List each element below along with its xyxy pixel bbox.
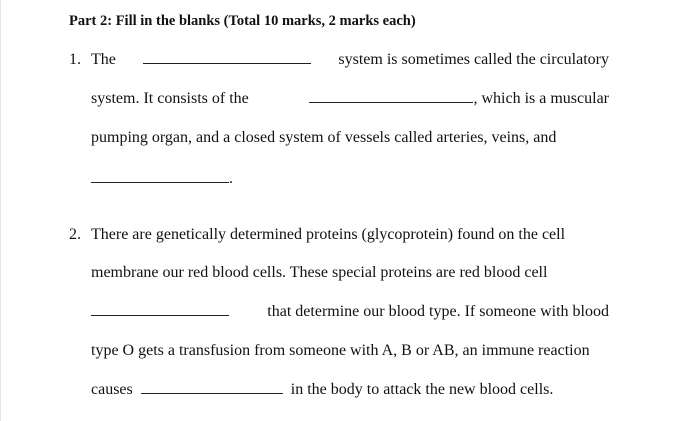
question-2-blank-2[interactable] (141, 381, 283, 394)
question-1-line-4-text: . (229, 170, 233, 187)
section-heading: Part 2: Fill in the blanks (Total 10 marks, 2 marks each) (69, 13, 416, 29)
question-1-line-2 (91, 90, 609, 108)
question-1-line-2-text-a: system. It consists of the (91, 90, 249, 107)
question-1-blank-3[interactable] (91, 170, 229, 183)
question-2-line-5-text-b: in the body to attack the new blood cells. (290, 381, 554, 398)
question-1-line-1-text-a: The (91, 51, 116, 68)
question-1-number: 1. (69, 51, 81, 68)
question-1-line-3-text: pumping organ, and a closed system of vessels called arteries, veins, and (91, 129, 557, 146)
question-1-line-2-text-b: , which is a muscular (473, 90, 609, 107)
question-1-line-1-text-b: system is sometimes called the circulatory (338, 51, 609, 68)
question-1-line-2-right (309, 90, 609, 108)
question-1-line-4 (91, 170, 609, 188)
question-1-blank-2[interactable] (309, 90, 473, 103)
question-1-line-3 (91, 129, 609, 147)
question-2-line-2-text: membrane our red blood cells. These special proteins are red blood cell (91, 264, 548, 281)
question-2-number: 2. (69, 226, 81, 243)
question-1-line-1 (91, 51, 609, 69)
question-1-blank-1[interactable] (143, 51, 311, 64)
question-2-line-2 (91, 264, 609, 282)
question-2-line-1 (91, 226, 609, 244)
question-2-line-3-text: that determine our blood type. If someone with blood (267, 303, 609, 320)
question-2-blank-1[interactable] (91, 303, 229, 316)
question-2-line-4-text: type O gets a transfusion from someone with A, B or AB, an immune reaction (91, 342, 590, 359)
question-2-line-5-text-a: causes (91, 381, 133, 398)
question-2-line-1-text: There are genetically determined proteins (glycoprotein) found on the cell (91, 226, 566, 243)
question-2-line-4 (91, 342, 609, 360)
question-2-line-5 (91, 381, 609, 399)
question-2-line-3 (91, 303, 609, 321)
